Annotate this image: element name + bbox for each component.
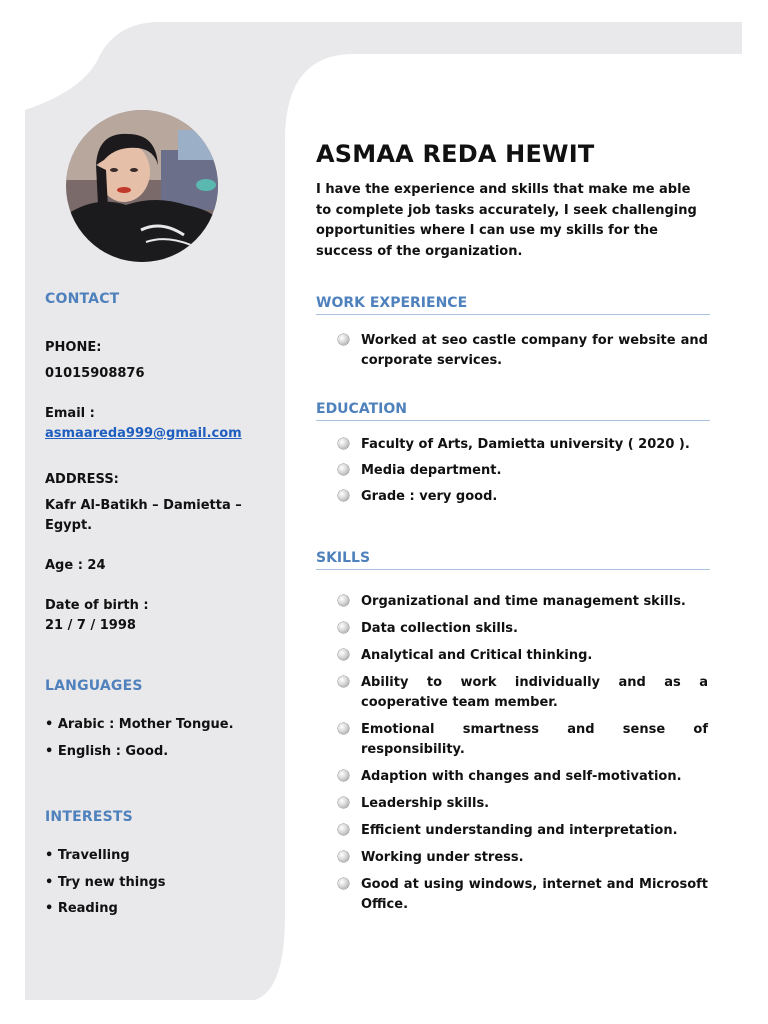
list-item: Media department.	[338, 461, 708, 481]
interest-item: • Travelling	[45, 848, 130, 863]
list-item: Working under stress.	[338, 848, 708, 868]
bullet-icon	[338, 464, 349, 475]
bullet-icon	[338, 797, 349, 808]
bullet-icon	[338, 824, 349, 835]
candidate-name: ASMAA REDA HEWIT	[316, 140, 595, 168]
list-item: Adaption with changes and self-motivation.	[338, 767, 708, 787]
list-item: Leadership skills.	[338, 794, 708, 814]
summary-text: I have the experience and skills that make me able to complete job tasks accurately, I seek challenging opportunities where I can use my skills for the success of the organization.	[316, 182, 697, 259]
phone-value: 01015908876	[45, 366, 145, 381]
work-experience-list	[338, 331, 708, 371]
bullet-icon	[338, 878, 349, 889]
list-item: Emotional smartness and sense of responsibility.	[338, 720, 708, 760]
bullet-icon	[338, 334, 349, 345]
bullet-icon	[338, 770, 349, 781]
languages-heading: LANGUAGES	[45, 678, 143, 694]
list-item: Data collection skills.	[338, 619, 708, 639]
email-label: Email :	[45, 406, 95, 421]
list-item: Analytical and Critical thinking.	[338, 646, 708, 666]
bullet-icon	[338, 438, 349, 449]
list-item: Worked at seo castle company for website and corporate services.	[338, 331, 708, 371]
skills-list	[338, 592, 708, 915]
work-experience-heading: WORK EXPERIENCE	[316, 295, 710, 315]
interest-item: • Try new things	[45, 875, 166, 890]
language-item: • Arabic : Mother Tongue.	[45, 717, 234, 732]
age-text: Age : 24	[45, 558, 106, 573]
list-item: Organizational and time management skills.	[338, 592, 708, 612]
phone-label: PHONE:	[45, 340, 102, 355]
interest-item: • Reading	[45, 901, 118, 916]
skills-heading: SKILLS	[316, 550, 710, 570]
dob-value: 21 / 7 / 1998	[45, 618, 136, 633]
profile-photo	[66, 110, 218, 262]
bullet-icon	[338, 649, 349, 660]
address-line-1: Kafr Al-Batikh – Damietta –	[45, 498, 242, 513]
address-label: ADDRESS:	[45, 472, 119, 487]
list-item: Good at using windows, internet and Microsoft Office.	[338, 875, 708, 915]
bullet-icon	[338, 595, 349, 606]
email-link[interactable]: asmaareda999@gmail.com	[45, 426, 242, 441]
dob-label: Date of birth :	[45, 598, 149, 613]
interests-heading: INTERESTS	[45, 809, 133, 825]
bullet-icon	[338, 676, 349, 687]
address-line-2: Egypt.	[45, 518, 93, 533]
bullet-icon	[338, 723, 349, 734]
bullet-icon	[338, 490, 349, 501]
bullet-icon	[338, 622, 349, 633]
language-item: • English : Good.	[45, 744, 169, 759]
list-item: Efficient understanding and interpretation.	[338, 821, 708, 841]
contact-heading: CONTACT	[45, 291, 120, 307]
list-item: Ability to work individually and as a cooperative team member.	[338, 673, 708, 713]
bullet-icon	[338, 851, 349, 862]
list-item: Faculty of Arts, Damietta university ( 2020 ).	[338, 435, 708, 455]
list-item: Grade : very good.	[338, 487, 708, 507]
education-heading: EDUCATION	[316, 401, 710, 421]
education-list	[338, 435, 708, 507]
